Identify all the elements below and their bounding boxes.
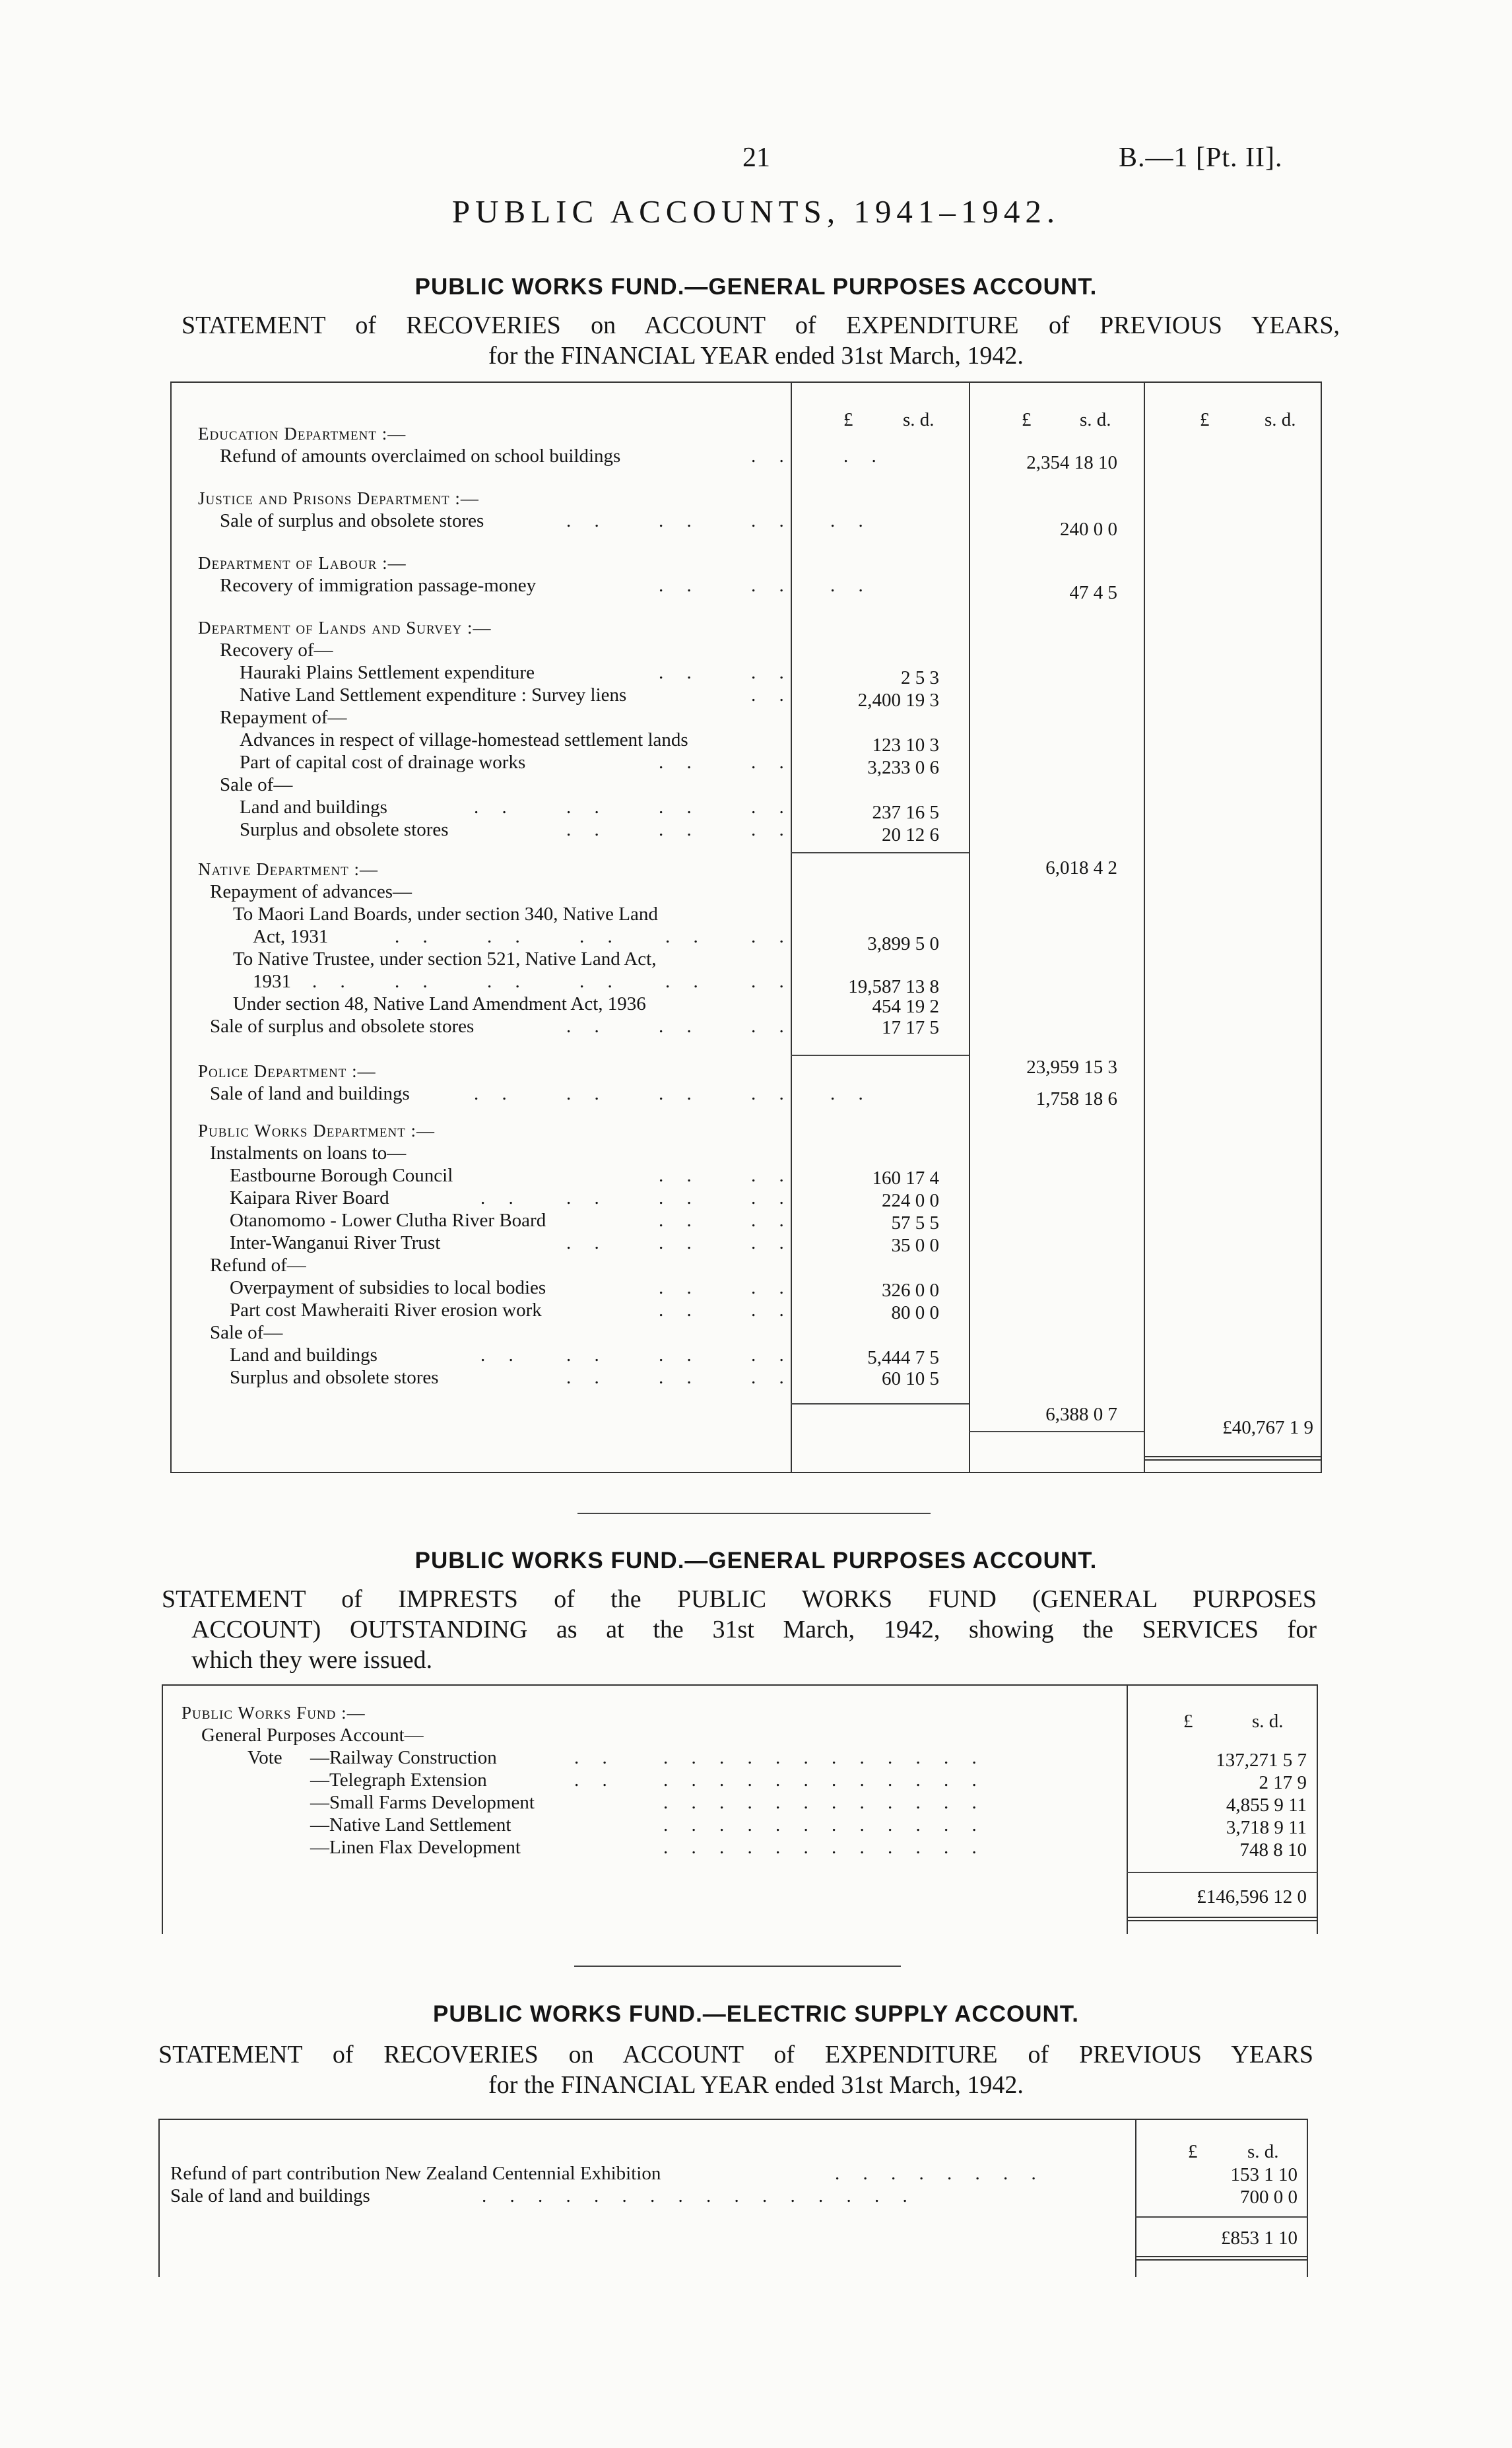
leader-dots: . . <box>659 1277 701 1298</box>
leader-dots: . . <box>751 1165 793 1186</box>
lands-drainage: Part of capital cost of drainage works <box>240 752 526 773</box>
leader-dots: . . <box>751 926 793 947</box>
leader-dots: . . <box>751 797 793 818</box>
pw-mawheraiti: Part cost Mawheraiti River erosion work <box>230 1300 542 1321</box>
native-trustee-line2: 1931 <box>253 971 291 992</box>
lands-advances: Advances in respect of village-homestead settlement lands <box>240 729 688 750</box>
leader-dots: . . <box>751 1300 793 1321</box>
pw-surplus: Surplus and obsolete stores <box>230 1367 439 1388</box>
leader-dots: . . <box>751 1277 793 1298</box>
col3-sd: s. d. <box>1265 409 1296 430</box>
leader-dots: . . <box>395 971 437 992</box>
native-maori-line1: To Maori Land Boards, under section 340, Native Land <box>233 904 658 925</box>
leader-dots: . . <box>659 1016 701 1037</box>
leader-dots: . . <box>751 1367 793 1388</box>
lands-repayment: Repayment of— <box>220 707 347 728</box>
pw-total: 6,388 0 7 <box>1045 1404 1117 1425</box>
page-title: PUBLIC ACCOUNTS, 1941–1942. <box>451 193 1061 230</box>
labour-item: Recovery of immigration passage-money <box>220 575 537 596</box>
leader-dots: . . <box>579 971 622 992</box>
pw-instalments: Instalments on loans to— <box>210 1142 407 1164</box>
native-trustee-amount: 19,587 13 8 <box>848 976 939 997</box>
leader-dots: . . <box>751 1210 793 1231</box>
lands-advances-amount: 123 10 3 <box>872 735 939 756</box>
leader-dots: . . <box>751 684 793 706</box>
leader-dots: . . <box>659 1367 701 1388</box>
leader-dots: . . <box>659 1187 701 1208</box>
lands-native-land-amount: 2,400 19 3 <box>857 690 939 711</box>
justice-total: 240 0 0 <box>1060 519 1117 540</box>
pw-refund: Refund of— <box>210 1255 306 1276</box>
leader-dots: . . <box>659 797 701 818</box>
lands-total: 6,018 4 2 <box>1045 857 1117 878</box>
leader-dots: . . <box>659 819 701 840</box>
recovery-item: Refund of part contribution New Zealand Centennial Exhibition <box>170 2163 661 2184</box>
fund-title: Public Works Fund :— <box>181 1703 366 1723</box>
pw-overpayment-amount: 326 0 0 <box>882 1280 939 1301</box>
section3-statement-line2: for the FINANCIAL YEAR ended 31st March, 1942. <box>488 2071 1024 2099</box>
leader-dots: . . <box>659 752 701 773</box>
imprests-total: £146,596 12 0 <box>1197 1886 1307 1907</box>
double-rule <box>1144 1456 1322 1461</box>
leader-dots: . . <box>487 971 529 992</box>
service-item: —Telegraph Extension <box>310 1770 487 1791</box>
col1-sd: s. d. <box>903 409 935 430</box>
lands-drainage-amount: 3,233 0 6 <box>867 757 939 778</box>
lands-surplus: Surplus and obsolete stores <box>240 819 449 840</box>
native-maori-line2: Act, 1931 <box>253 926 329 947</box>
rule <box>791 1055 969 1056</box>
leader-dots: . . <box>659 1232 701 1253</box>
justice-item: Sale of surplus and obsolete stores <box>220 510 484 531</box>
pw-inter-wanganui-amount: 35 0 0 <box>891 1235 939 1256</box>
account-title: General Purposes Account— <box>201 1725 424 1746</box>
education-item: Refund of amounts overclaimed on school buildings <box>220 446 621 467</box>
lands-land-buildings-amount: 237 16 5 <box>872 802 939 823</box>
lands-hauraki: Hauraki Plains Settlement expenditure <box>240 662 535 683</box>
leader-dots: . . <box>566 1187 608 1208</box>
pw-otanomomo: Otanomomo - Lower Clutha River Board <box>230 1210 546 1231</box>
leader-dots: . . . . . . . . . . . . <box>663 1747 986 1768</box>
section3-heading: PUBLIC WORKS FUND.—ELECTRIC SUPPLY ACCOUNT. <box>433 2001 1079 2027</box>
leader-dots: . . <box>579 926 622 947</box>
lands-recovery: Recovery of— <box>220 640 333 661</box>
labour-total: 47 4 5 <box>1069 582 1117 603</box>
leader-dots: . . <box>751 446 793 467</box>
native-surplus: Sale of surplus and obsolete stores <box>210 1016 475 1037</box>
pw-overpayment: Overpayment of subsidies to local bodies <box>230 1277 546 1298</box>
leader-dots: . . <box>659 1344 701 1366</box>
leader-dots: . . . . . . . . . . . . . . . . <box>482 2185 917 2206</box>
leader-dots: . . <box>566 797 608 818</box>
lands-land-buildings: Land and buildings <box>240 797 387 818</box>
leader-dots: . . <box>751 510 793 531</box>
pw-eastbourne-amount: 160 17 4 <box>872 1168 939 1189</box>
leader-dots: . . . . . . . . . . . . <box>663 1770 986 1791</box>
native-trustee-line1: To Native Trustee, under section 521, Native Land Act, <box>233 948 657 970</box>
leader-dots: . . <box>395 926 437 947</box>
electric-total: £853 1 10 <box>1221 2228 1298 2249</box>
leader-dots: . . <box>312 971 354 992</box>
rule <box>969 1431 1144 1432</box>
police-title: Police Department :— <box>198 1061 376 1081</box>
electric-recoveries-table <box>158 2119 1308 2277</box>
leader-dots: . . <box>751 1232 793 1253</box>
section2-heading: PUBLIC WORKS FUND.—GENERAL PURPOSES ACCOUNT. <box>414 1548 1098 1573</box>
leader-dots: . . <box>751 1016 793 1037</box>
col3-pound: £ <box>1200 409 1210 430</box>
leader-dots: . . <box>659 1083 701 1104</box>
service-amount: 4,855 9 11 <box>1226 1795 1307 1816</box>
leader-dots: . . <box>480 1187 523 1208</box>
leader-dots: . . <box>665 926 707 947</box>
pw-land-buildings: Land and buildings <box>230 1344 378 1366</box>
leader-dots: . . <box>751 662 793 683</box>
leader-dots: . . . . . . . . . . . . <box>663 1837 986 1858</box>
leader-dots: . . <box>566 1016 608 1037</box>
service-item: —Railway Construction <box>310 1747 497 1768</box>
pw-land-buildings-amount: 5,444 7 5 <box>867 1347 939 1368</box>
leader-dots: . . . . . . . . . . . . <box>663 1792 986 1813</box>
police-item: Sale of land and buildings <box>210 1083 410 1104</box>
section3-statement-line1: STATEMENT of RECOVERIES on ACCOUNT of EXPENDITURE of PREVIOUS YEARS <box>158 2041 1313 2068</box>
double-rule <box>1127 1917 1318 1921</box>
leader-dots: . . <box>574 1747 616 1768</box>
leader-dots: . . <box>566 1083 608 1104</box>
leader-dots: . . <box>659 1300 701 1321</box>
police-total: 1,758 18 6 <box>1035 1088 1117 1109</box>
leader-dots: . . <box>480 1344 523 1366</box>
leader-dots: . . <box>751 1187 793 1208</box>
service-amount: 3,718 9 11 <box>1226 1817 1307 1838</box>
leader-dots: . . <box>751 819 793 840</box>
recovery-amount: 700 0 0 <box>1240 2187 1298 2208</box>
leader-dots: . . . . . . . . <box>835 2163 1045 2184</box>
empty-dots: . . <box>830 510 872 531</box>
leader-dots: . . . . . . . . . . . . <box>663 1814 986 1836</box>
col1-pound: £ <box>843 409 853 430</box>
double-rule <box>1135 2256 1308 2261</box>
lands-sale-of: Sale of— <box>220 774 293 795</box>
section2-statement-line2: ACCOUNT) OUTSTANDING as at the 31st March, 1942, showing the SERVICES for <box>191 1616 1317 1643</box>
section-divider <box>577 1513 931 1514</box>
page-number: 21 <box>742 143 770 173</box>
pw-sale-of: Sale of— <box>210 1322 283 1343</box>
leader-dots: . . <box>751 575 793 596</box>
pw-kaipara: Kaipara River Board <box>230 1187 389 1208</box>
leader-dots: . . <box>659 1165 701 1186</box>
leader-dots: . . <box>751 752 793 773</box>
leader-dots: . . <box>566 1232 608 1253</box>
labour-title: Department of Labour :— <box>198 553 407 573</box>
pw-otanomomo-amount: 57 5 5 <box>891 1212 939 1234</box>
leader-dots: . . <box>574 1770 616 1791</box>
empty-dots: . . <box>830 1083 872 1104</box>
leader-dots: . . <box>566 1367 608 1388</box>
leader-dots: . . <box>566 510 608 531</box>
recovery-item: Sale of land and buildings <box>170 2185 370 2206</box>
leader-dots: . . <box>487 926 529 947</box>
leader-dots: . . <box>566 1344 608 1366</box>
vote-label: Vote <box>247 1747 282 1768</box>
recoveries-table <box>170 381 1322 1473</box>
service-item: —Small Farms Development <box>310 1792 535 1813</box>
leader-dots: . . <box>659 575 701 596</box>
native-s48: Under section 48, Native Land Amendment Act, 1936 <box>233 993 646 1014</box>
section1-statement-line2: for the FINANCIAL YEAR ended 31st March, 1942. <box>488 342 1024 370</box>
section2-statement-line1: STATEMENT of IMPRESTS of the PUBLIC WORKS FUND (GENERAL PURPOSES <box>162 1585 1317 1613</box>
pw-mawheraiti-amount: 80 0 0 <box>891 1302 939 1323</box>
native-title: Native Department :— <box>198 859 378 879</box>
lands-title: Department of Lands and Survey :— <box>198 618 492 638</box>
leader-dots: . . <box>751 1083 793 1104</box>
col2-pound: £ <box>1022 409 1032 430</box>
leader-dots: . . <box>659 662 701 683</box>
empty-dots: . . <box>830 575 872 596</box>
native-total: 23,959 15 3 <box>1026 1057 1117 1078</box>
service-amount: 2 17 9 <box>1259 1772 1307 1793</box>
service-item: —Linen Flax Development <box>310 1837 521 1858</box>
native-s48-amount: 454 19 2 <box>872 996 939 1017</box>
leader-dots: . . <box>751 1344 793 1366</box>
leader-dots: . . <box>659 510 701 531</box>
leader-dots: . . <box>665 971 707 992</box>
col-sd: s. d. <box>1252 1711 1284 1732</box>
empty-dots: . . <box>843 446 886 467</box>
service-amount: 748 8 10 <box>1239 1839 1307 1861</box>
document-reference: B.—1 [Pt. II]. <box>1119 143 1283 173</box>
education-total: 2,354 18 10 <box>1026 452 1117 473</box>
col2-sd: s. d. <box>1080 409 1111 430</box>
rule <box>791 852 969 853</box>
pw-eastbourne: Eastbourne Borough Council <box>230 1165 453 1186</box>
rule <box>1127 1872 1318 1873</box>
service-item: —Native Land Settlement <box>310 1814 511 1836</box>
pw-surplus-amount: 60 10 5 <box>882 1368 939 1389</box>
section1-heading: PUBLIC WORKS FUND.—GENERAL PURPOSES ACCOUNT. <box>414 274 1098 300</box>
grand-total: £40,767 1 9 <box>1222 1417 1313 1438</box>
service-amount: 137,271 5 7 <box>1216 1750 1307 1771</box>
leader-dots: . . <box>659 1210 701 1231</box>
native-repayment: Repayment of advances— <box>210 881 412 902</box>
lands-hauraki-amount: 2 5 3 <box>901 667 939 688</box>
section1-statement-line1: STATEMENT of RECOVERIES on ACCOUNT of EXPENDITURE of PREVIOUS YEARS, <box>181 312 1340 339</box>
leader-dots: . . <box>474 797 516 818</box>
native-surplus-amount: 17 17 5 <box>882 1017 939 1038</box>
public-works-title: Public Works Department :— <box>198 1121 436 1141</box>
rule <box>1135 2216 1308 2218</box>
education-title: Education Department :— <box>198 424 407 444</box>
native-maori-amount: 3,899 5 0 <box>867 933 939 954</box>
pw-inter-wanganui: Inter-Wanganui River Trust <box>230 1232 441 1253</box>
leader-dots: . . <box>566 819 608 840</box>
section-divider <box>574 1966 901 1967</box>
leader-dots: . . <box>474 1083 516 1104</box>
lands-surplus-amount: 20 12 6 <box>882 824 939 845</box>
recovery-amount: 153 1 10 <box>1230 2164 1298 2185</box>
leader-dots: . . <box>751 971 793 992</box>
col-pound: £ <box>1183 1711 1193 1732</box>
pw-kaipara-amount: 224 0 0 <box>882 1190 939 1211</box>
rule <box>791 1403 969 1405</box>
col-sd: s. d. <box>1247 2141 1279 2162</box>
col-pound: £ <box>1188 2141 1198 2162</box>
section2-statement-line3: which they were issued. <box>191 1646 433 1674</box>
lands-native-land: Native Land Settlement expenditure : Survey liens <box>240 684 627 706</box>
imprests-table <box>162 1684 1318 1934</box>
justice-title: Justice and Prisons Department :— <box>198 488 479 508</box>
